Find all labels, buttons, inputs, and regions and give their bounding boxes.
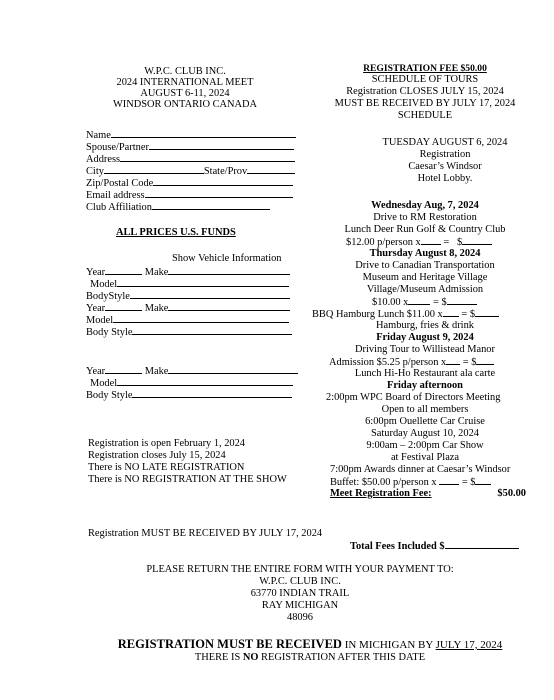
- footer-no-reg: [80, 652, 540, 664]
- fri-admission-label: Admission $5.25 p/person x: [329, 357, 447, 368]
- tuesday-venue: Caesar’s Windsor: [408, 161, 482, 172]
- bodystyle-label: Body Style: [86, 390, 133, 401]
- address-label: Address: [86, 154, 121, 165]
- total-fees-label: Total Fees Included $: [350, 541, 445, 552]
- return-instruction: PLEASE RETURN THE ENTIRE FORM WITH YOUR PAYMENT TO:: [146, 564, 454, 575]
- club-name: W.P.C. CLUB INC.: [144, 66, 226, 77]
- email-label: Email address: [86, 190, 145, 201]
- registration-fee: REGISTRATION FEE $50.00: [363, 63, 487, 74]
- schedule-label: SCHEDULE: [397, 110, 453, 121]
- fri-equals: = $: [462, 357, 477, 368]
- model-label: Model: [90, 378, 118, 389]
- tuesday-lobby: Hotel Lobby.: [417, 173, 473, 184]
- thursday-admission: Village/Museum Admission: [366, 284, 484, 295]
- reg-closes-note: Registration CLOSES JULY 15, 2024: [346, 86, 504, 97]
- friday-cruise: 6:00pm Ouellette Car Cruise: [365, 416, 485, 427]
- return-zip: 48096: [287, 612, 313, 623]
- club-affiliation-label: Club Affiliation: [86, 202, 152, 213]
- year-label: Year: [86, 303, 106, 314]
- vehicle3-bodystyle[interactable]: [86, 389, 292, 402]
- bodystyle-label: Body Style: [86, 327, 133, 338]
- wed-dollar: $: [457, 237, 463, 248]
- friday-tour: Driving Tour to Willistead Manor: [355, 344, 495, 355]
- bbq-equals: = $: [461, 309, 476, 320]
- received-note: Registration MUST BE RECEIVED BY JULY 17, 2024: [88, 528, 323, 539]
- friday-open: Open to all members: [381, 404, 469, 415]
- meet-dates: AUGUST 6-11, 2024: [140, 88, 230, 99]
- buffet-label: Buffet: $50.00 p/person x: [330, 477, 437, 488]
- wed-equals: =: [443, 237, 450, 248]
- saturday-plaza: at Festival Plaza: [390, 452, 460, 463]
- prices-note: ALL PRICES U.S. FUNDS: [116, 227, 236, 238]
- return-club: W.P.C. CLUB INC.: [259, 576, 341, 587]
- must-be-received: MUST BE RECEIVED BY JULY 17, 2024: [334, 98, 516, 109]
- city-label: City: [86, 166, 104, 177]
- footer-in-mi: IN MICHIGAN BY: [341, 639, 436, 651]
- wed-price-label: $12.00 p/person x: [346, 237, 421, 248]
- saturday-show: 9:00am – 2:00pm Car Show: [366, 440, 484, 451]
- saturday-date: Saturday August 10, 2024: [371, 428, 479, 439]
- year-label: Year: [86, 267, 106, 278]
- wednesday-date: Wednesday Aug, 7, 2024: [371, 200, 479, 211]
- buffet-equals: = $: [461, 477, 476, 488]
- thu-price-label: $10.00 x: [372, 297, 409, 308]
- make-label: Make: [144, 366, 169, 377]
- footer-must: REGISTRATION MUST BE RECEIVED: [117, 637, 342, 651]
- return-street: 63770 INDIAN TRAIL: [250, 588, 350, 599]
- state-label: State/Prov: [203, 166, 248, 177]
- friday-date: Friday August 9, 2024: [376, 332, 474, 343]
- year-label: Year: [86, 366, 106, 377]
- reg-open: Registration is open February 1, 2024: [88, 438, 245, 449]
- zip-label: Zip/Postal Code: [86, 178, 154, 189]
- tuesday-date: TUESDAY AUGUST 6, 2024: [382, 137, 508, 148]
- return-city: RAY MICHIGAN: [261, 600, 339, 611]
- model-label: Model: [86, 315, 114, 326]
- club-affiliation-field[interactable]: [86, 201, 270, 214]
- meet-title: 2024 INTERNATIONAL MEET: [116, 77, 254, 88]
- footer-no-reg-b: NO: [242, 652, 259, 663]
- footer-no-reg-a: THERE IS: [194, 652, 243, 663]
- wednesday-drive: Drive to RM Restoration: [373, 212, 477, 223]
- bbq-desc: Hamburg, fries & drink: [376, 320, 474, 331]
- friday-afternoon: Friday afternoon: [387, 380, 463, 391]
- meet-location: WINDSOR ONTARIO CANADA: [112, 99, 258, 110]
- thursday-date: Thursday August 8, 2024: [369, 248, 481, 259]
- footer-date: JULY 17, 2024: [435, 639, 503, 651]
- footer-no-reg-c: REGISTRATION AFTER THIS DATE: [258, 652, 426, 663]
- bodystyle-label: BodyStyle: [86, 291, 130, 302]
- vehicle2-bodystyle[interactable]: [86, 326, 292, 339]
- tuesday-registration: Registration: [419, 149, 471, 160]
- reg-closes: Registration closes July 15, 2024: [88, 450, 226, 461]
- wednesday-lunch: Lunch Deer Run Golf & Country Club: [344, 224, 506, 235]
- footer-deadline: [80, 638, 540, 652]
- saturday-dinner: 7:00pm Awards dinner at Caesar’s Windsor: [330, 464, 511, 475]
- friday-meeting: 2:00pm WPC Board of Directors Meeting: [326, 392, 501, 403]
- model-label: Model: [90, 279, 118, 290]
- spouse-label: Spouse/Partner: [86, 142, 149, 153]
- meet-fee-amount: $50.00: [497, 488, 526, 499]
- schedule-of-tours: SCHEDULE OF TOURS: [371, 74, 479, 85]
- no-late-reg: There is NO LATE REGISTRATION: [88, 462, 245, 473]
- name-label: Name: [86, 130, 111, 141]
- make-label: Make: [144, 267, 169, 278]
- thu-equals: = $: [432, 297, 447, 308]
- meet-fee-label: Meet Registration Fee:: [330, 488, 432, 499]
- make-label: Make: [144, 303, 169, 314]
- friday-lunch: Lunch Hi-Ho Restaurant ala carte: [354, 368, 496, 379]
- bbq-label: BBQ Hamburg Lunch $11.00 x: [312, 309, 443, 320]
- total-fees-line[interactable]: [350, 540, 519, 553]
- meet-registration-fee: [330, 488, 526, 500]
- thursday-drive: Drive to Canadian Transportation: [355, 260, 495, 271]
- no-reg-at-show: There is NO REGISTRATION AT THE SHOW: [88, 474, 287, 485]
- thursday-museum: Museum and Heritage Village: [362, 272, 488, 283]
- vehicle-heading: Show Vehicle Information: [172, 253, 282, 264]
